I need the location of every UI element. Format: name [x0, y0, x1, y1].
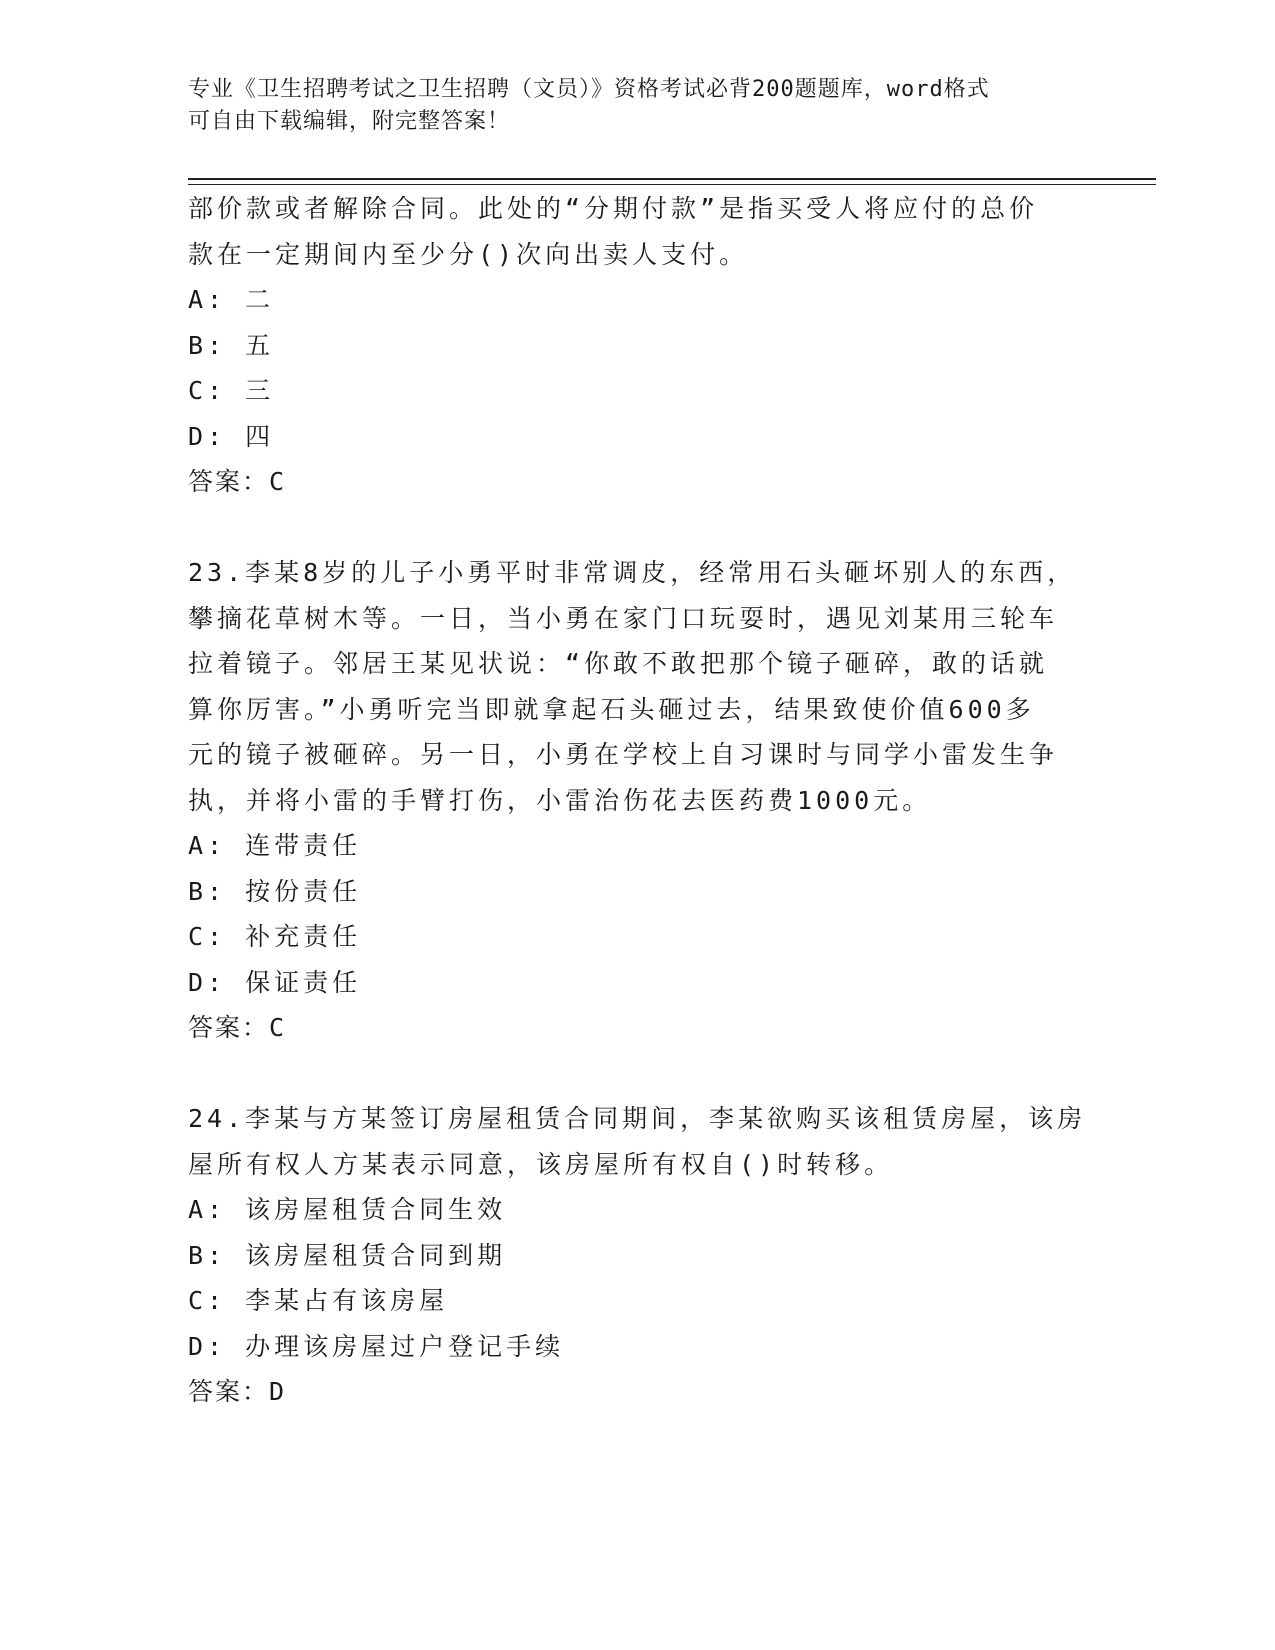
- option-c: C: 补充责任: [188, 922, 362, 951]
- question-23: [188, 550, 1088, 1051]
- question-stem-line: 款在一定期间内至少分()次向出卖人支付。: [188, 239, 749, 269]
- header-divider-thin: [188, 184, 1156, 185]
- answer-line: 答案：C: [188, 1013, 287, 1042]
- question-22-continued: [188, 186, 1088, 505]
- answer-line: 答案：C: [188, 467, 287, 496]
- question-spacer: [188, 1051, 1088, 1097]
- option-b: B: 五: [188, 330, 275, 360]
- option-c: C: 三: [188, 376, 275, 405]
- question-24: [188, 1096, 1088, 1415]
- answer-line: 答案：D: [188, 1377, 287, 1406]
- option-a: A: 连带责任: [188, 831, 362, 860]
- header-divider-thick: [188, 178, 1156, 180]
- option-a: A: 该房屋租赁合同生效: [188, 1195, 507, 1224]
- question-stem-line: 屋所有权人方某表示同意，该房屋所有权自()时转移。: [188, 1149, 894, 1179]
- question-stem-line: 拉着镜子。邻居王某见状说：“你敢不敢把那个镜子砸碎，敢的话就: [188, 649, 1049, 678]
- option-d: D: 办理该房屋过户登记手续: [188, 1331, 565, 1361]
- option-d: D: 保证责任: [188, 967, 362, 997]
- document-header: [188, 74, 1088, 138]
- question-stem-line: 攀摘花草树木等。一日，当小勇在家门口玩耍时，遇见刘某用三轮车: [188, 603, 1059, 633]
- header-line-2: 可自由下载编辑，附完整答案！: [188, 109, 511, 134]
- option-d: D: 四: [188, 421, 275, 451]
- question-stem-line: 算你厉害。”小勇听完当即就拿起石头砸过去，结果致使价值600多: [188, 694, 1035, 724]
- question-stem-line: 元的镜子被砸碎。另一日，小勇在学校上自习课时与同学小雷发生争: [188, 740, 1059, 769]
- option-b: B: 按份责任: [188, 876, 362, 906]
- question-stem-line: 23.李某8岁的儿子小勇平时非常调皮，经常用石头砸坏别人的东西，: [188, 558, 1077, 587]
- header-line-1: 专业《卫生招聘考试之卫生招聘（文员）》资格考试必背200题题库，word格式: [188, 77, 990, 102]
- question-stem-line: 部价款或者解除合同。此处的“分期付款”是指买受人将应付的总价: [188, 194, 1039, 223]
- option-b: B: 该房屋租赁合同到期: [188, 1240, 507, 1270]
- question-stem-line: 执，并将小雷的手臂打伤，小雷治伤花去医药费1000元。: [188, 785, 932, 815]
- question-spacer: [188, 505, 1088, 551]
- document-body: [188, 186, 1088, 1415]
- option-a: A: 二: [188, 285, 275, 314]
- option-c: C: 李某占有该房屋: [188, 1286, 449, 1315]
- question-stem-line: 24.李某与方某签订房屋租赁合同期间，李某欲购买该租赁房屋，该房: [188, 1104, 1087, 1133]
